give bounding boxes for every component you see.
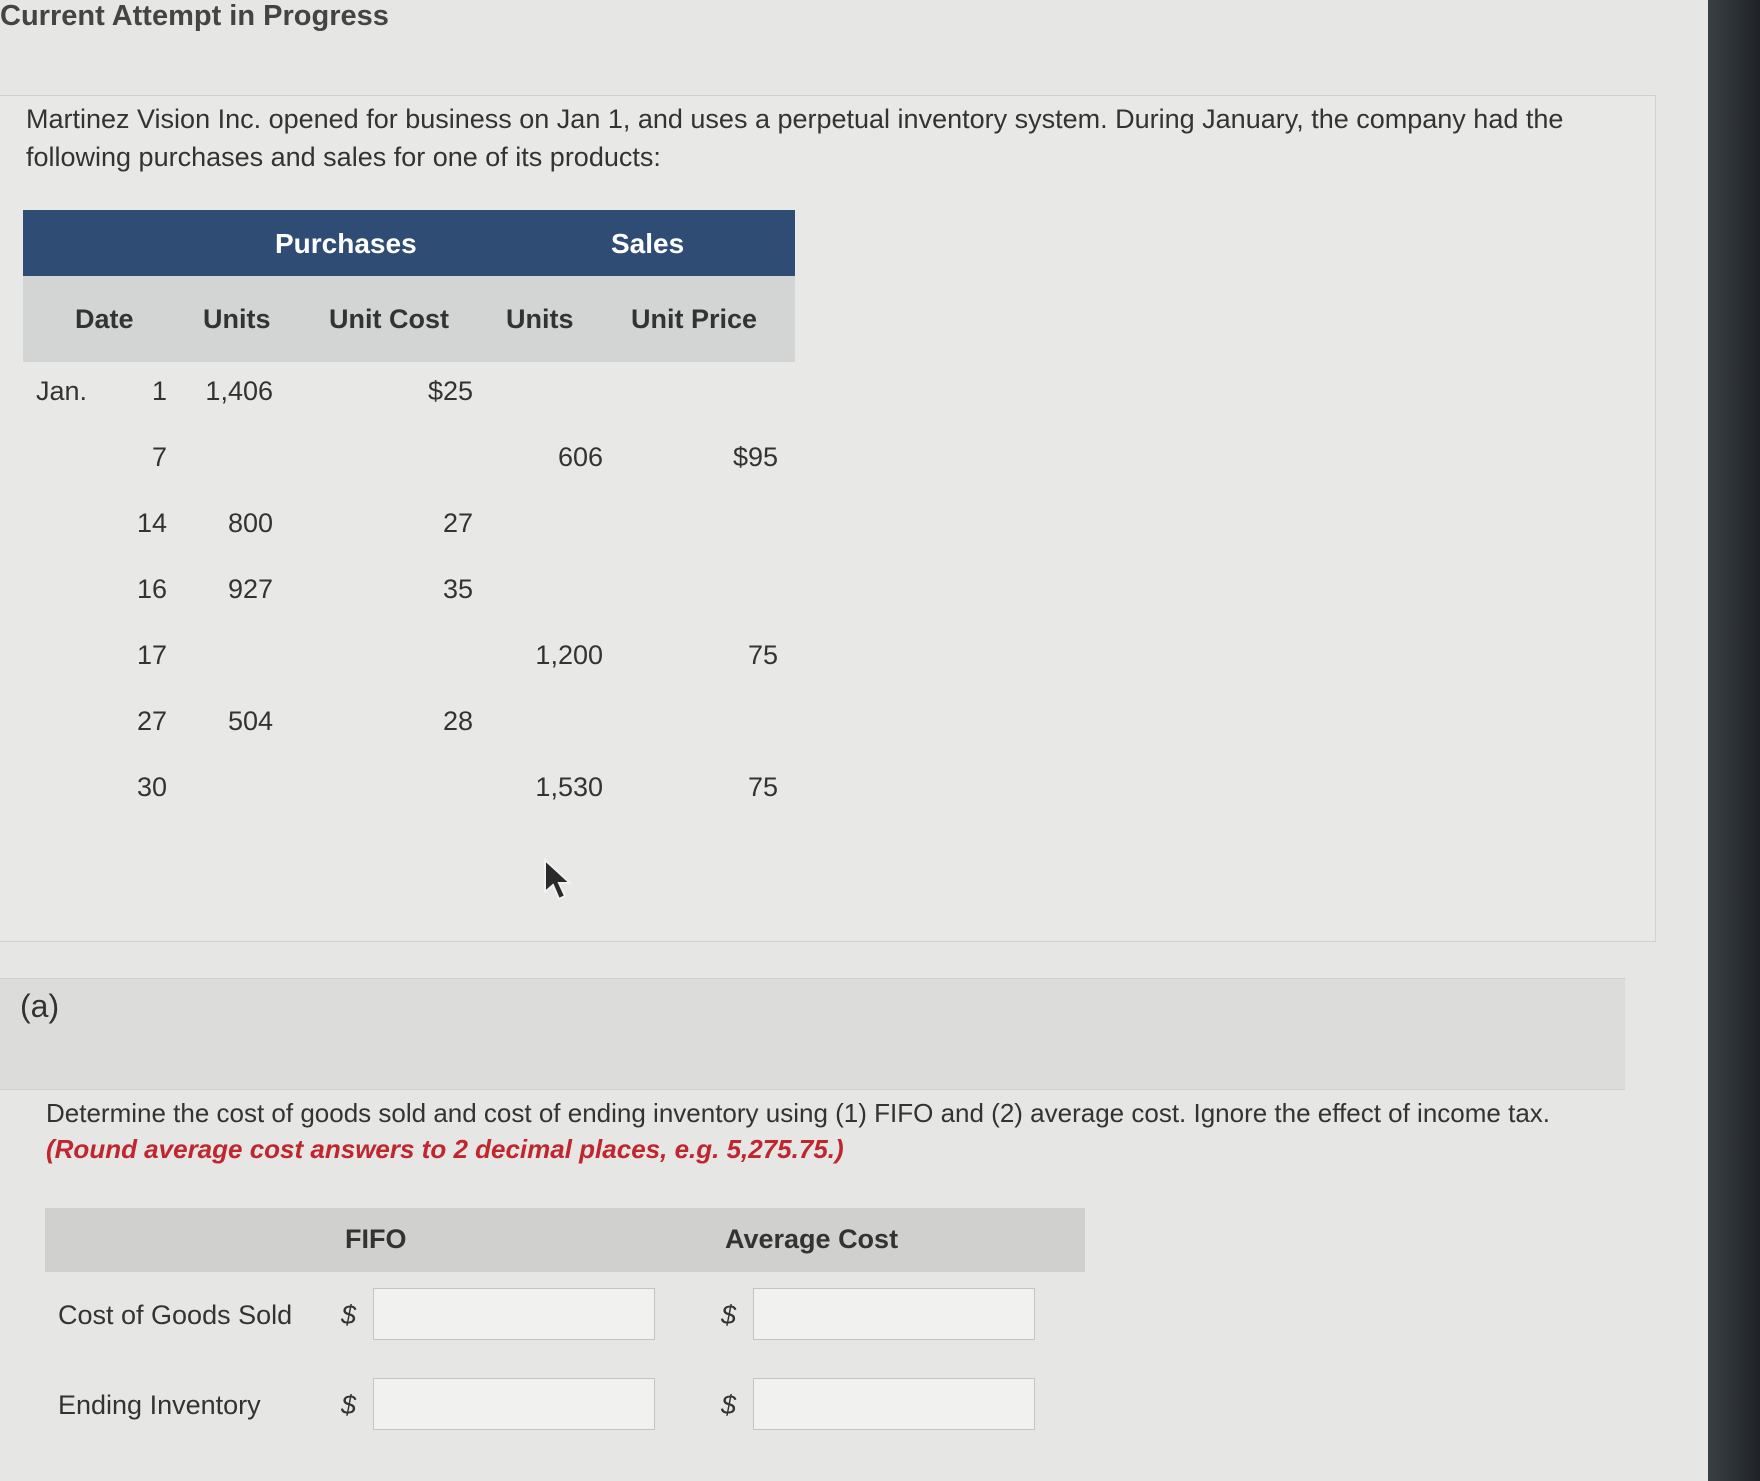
date-column-header: Date	[75, 304, 134, 334]
row-unit-price: 75	[747, 640, 778, 670]
rounding-hint: (Round average cost answers to 2 decimal places, e.g. 5,275.75.)	[46, 1134, 844, 1164]
cogs-average-input[interactable]	[753, 1288, 1035, 1340]
row-unit-price: $95	[732, 442, 778, 472]
fifo-column-header: FIFO	[345, 1224, 407, 1254]
part-a-instruction	[46, 1095, 1646, 1167]
row-day: 16	[136, 574, 167, 604]
cogs-label: Cost of Goods Sold	[58, 1300, 293, 1330]
table-row	[23, 626, 795, 692]
table-row	[23, 362, 795, 428]
currency-symbol: $	[721, 1300, 737, 1330]
purchases-header: Purchases	[275, 228, 417, 259]
mouse-pointer-icon	[543, 858, 577, 902]
table-row	[23, 692, 795, 758]
row-month: Jan.	[36, 376, 88, 406]
row-purchase-units: 504	[227, 706, 273, 736]
part-a-label: (a)	[20, 988, 60, 1024]
row-purchase-units: 927	[227, 574, 273, 604]
answer-table-header	[45, 1208, 1085, 1272]
unit-price-header: Unit Price	[631, 304, 758, 334]
table-row	[23, 758, 795, 824]
currency-symbol: $	[341, 1300, 357, 1330]
ending-inventory-average-input[interactable]	[753, 1378, 1035, 1430]
currency-symbol: $	[721, 1390, 737, 1420]
average-cost-column-header: Average Cost	[725, 1224, 899, 1254]
cogs-answer-row	[45, 1280, 1085, 1350]
instruction-text: Determine the cost of goods sold and cost of ending inventory using (1) FIFO and (2) average cost. Ignore the effect of income tax.	[46, 1098, 1551, 1128]
row-purchase-units: 800	[227, 508, 273, 538]
row-day: 1	[151, 376, 167, 406]
purchase-units-header: Units	[203, 304, 271, 334]
row-sales-units: 1,200	[535, 640, 603, 670]
row-day: 27	[136, 706, 167, 736]
row-unit-cost: 27	[442, 508, 473, 538]
table-row	[23, 494, 795, 560]
screen-bezel	[1708, 0, 1760, 1481]
row-day: 7	[151, 442, 167, 472]
row-day: 30	[136, 772, 167, 802]
row-purchase-units: 1,406	[205, 376, 273, 406]
row-day: 14	[136, 508, 167, 538]
currency-symbol: $	[341, 1390, 357, 1420]
row-sales-units: 1,530	[535, 772, 603, 802]
row-day: 17	[136, 640, 167, 670]
row-sales-units: 606	[557, 442, 603, 472]
table-body	[23, 362, 795, 824]
sales-header: Sales	[611, 228, 685, 259]
row-unit-cost: $25	[427, 376, 473, 406]
page-title: Current Attempt in Progress	[0, 0, 389, 32]
sales-units-header: Units	[506, 304, 574, 334]
part-a-header-band	[0, 978, 1625, 1090]
table-row	[23, 428, 795, 494]
unit-cost-header: Unit Cost	[329, 304, 449, 334]
group-header-band	[23, 210, 795, 276]
row-unit-cost: 28	[442, 706, 473, 736]
row-unit-price: 75	[747, 772, 778, 802]
row-unit-cost: 35	[442, 574, 473, 604]
inventory-table	[23, 210, 795, 824]
table-row	[23, 560, 795, 626]
cogs-fifo-input[interactable]	[373, 1288, 655, 1340]
ending-inventory-label: Ending Inventory	[58, 1390, 261, 1420]
column-header-row	[23, 276, 795, 362]
ending-inventory-fifo-input[interactable]	[373, 1378, 655, 1430]
problem-intro: Martinez Vision Inc. opened for business on Jan 1, and uses a perpetual inventory system. During January, the company had the following purchases and sales for one of its products:	[26, 104, 1564, 172]
ending-inventory-answer-row	[45, 1370, 1085, 1440]
